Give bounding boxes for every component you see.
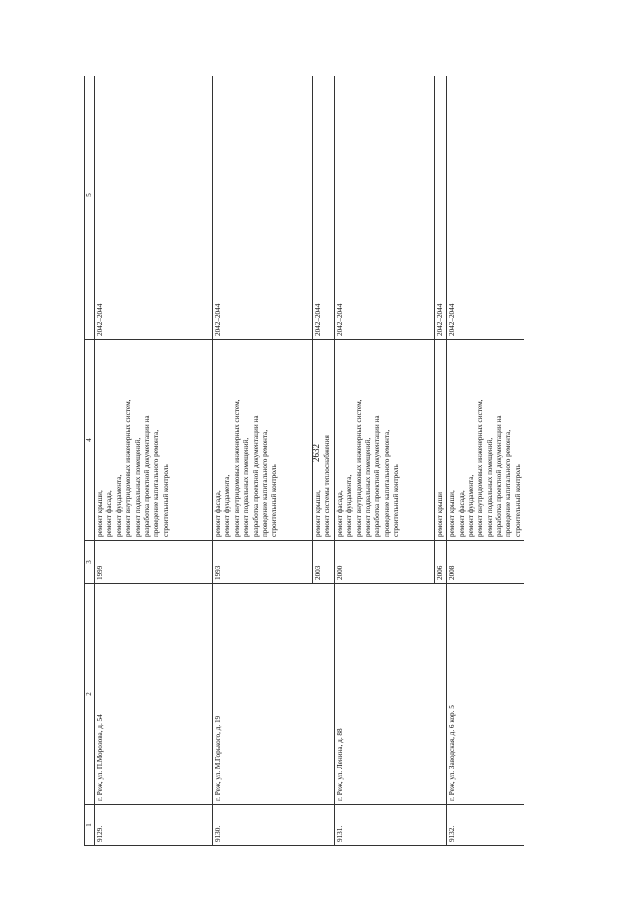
period-cell: 2042–2044 xyxy=(447,76,524,340)
year-cell: 1993 xyxy=(213,541,313,584)
address-cell: г. Реж, ул. Ленина, д. 88 xyxy=(334,584,446,805)
year-cell: 2003 xyxy=(313,541,335,584)
table-row xyxy=(334,76,434,846)
work-item: проведение капитального ремонта, xyxy=(260,429,269,537)
address-cell: г. Реж, ул. П.Морозова, д. 54 xyxy=(95,584,213,805)
works-cell xyxy=(95,340,213,541)
row-number: 9129. xyxy=(95,805,213,846)
repair-schedule-table xyxy=(84,76,524,846)
work-item: ремонт фасада, xyxy=(457,490,466,537)
work-item: проведение капитального ремонта, xyxy=(504,429,513,537)
work-item: проведение капитального ремонта, xyxy=(152,429,161,537)
work-item: ремонт фундамента, xyxy=(466,474,475,537)
header-row xyxy=(85,76,95,846)
row-number: 9130. xyxy=(213,805,335,846)
column-header-3: 3 xyxy=(85,541,95,584)
work-item: строительный контроль xyxy=(513,464,522,537)
column-header-4: 4 xyxy=(85,340,95,541)
table-row xyxy=(213,76,313,846)
table-sheet xyxy=(84,76,524,846)
work-item: строительный контроль xyxy=(270,464,279,537)
column-header-5: 5 xyxy=(85,76,95,340)
work-item: ремонт внутридомовых инженерных систем, xyxy=(124,399,133,537)
work-item: ремонт фасада, xyxy=(105,490,114,537)
works-cell xyxy=(447,340,524,541)
work-item: ремонт крыши, xyxy=(314,490,323,537)
work-item: разработка проектной документации на xyxy=(494,415,503,537)
works-cell xyxy=(313,340,335,541)
work-item: ремонт внутридомовых инженерных систем, xyxy=(476,399,485,537)
table-row xyxy=(95,76,213,846)
work-item: ремонт внутридомовых инженерных систем, xyxy=(232,399,241,537)
work-item: ремонт фундамента, xyxy=(223,474,232,537)
page-number: 2632 xyxy=(311,444,321,462)
work-item: ремонт системы теплоснабжения xyxy=(323,435,332,537)
work-item: ремонт фундамента, xyxy=(345,474,354,537)
period-cell: 2042–2044 xyxy=(213,76,313,340)
address-cell: г. Реж, ул. Заводская, д. 6 кор. 5 xyxy=(447,584,524,805)
row-number: 9131. xyxy=(334,805,446,846)
work-item: ремонт фасада, xyxy=(335,490,344,537)
period-cell: 2042–2044 xyxy=(313,76,335,340)
work-item: строительный контроль xyxy=(161,464,170,537)
work-item: проведение капитального ремонта, xyxy=(382,429,391,537)
period-cell: 2042–2044 xyxy=(95,76,213,340)
work-item: ремонт фундамента, xyxy=(114,474,123,537)
work-item: ремонт подвальных помещений, xyxy=(242,437,251,537)
work-item: ремонт крыши, xyxy=(96,490,105,537)
work-item: ремонт фасада, xyxy=(214,490,223,537)
work-item: ремонт подвальных помещений, xyxy=(485,437,494,537)
column-header-2: 2 xyxy=(85,584,95,805)
work-item: разработка проектной документации на xyxy=(251,415,260,537)
year-cell: 2008 xyxy=(447,541,524,584)
year-cell: 1999 xyxy=(95,541,213,584)
work-item: разработка проектной документации на xyxy=(142,415,151,537)
work-item: ремонт крыши, xyxy=(448,490,457,537)
work-item: ремонт крыши xyxy=(435,491,444,537)
row-number: 9132. xyxy=(447,805,524,846)
works-cell xyxy=(213,340,313,541)
address-cell: г. Реж, ул. М.Горького, д. 19 xyxy=(213,584,335,805)
work-item: строительный контроль xyxy=(391,464,400,537)
work-item: разработка проектной документации на xyxy=(373,415,382,537)
period-cell: 2042–2044 xyxy=(434,76,446,340)
year-cell: 2006 xyxy=(434,541,446,584)
work-item: ремонт подвальных помещений, xyxy=(363,437,372,537)
works-cell xyxy=(434,340,446,541)
works-cell xyxy=(334,340,434,541)
year-cell: 2000 xyxy=(334,541,434,584)
work-item: ремонт подвальных помещений, xyxy=(133,437,142,537)
work-item: ремонт внутридомовых инженерных систем, xyxy=(354,399,363,537)
table-row xyxy=(447,76,524,846)
period-cell: 2042–2044 xyxy=(334,76,434,340)
column-header-1: 1 xyxy=(85,805,95,846)
